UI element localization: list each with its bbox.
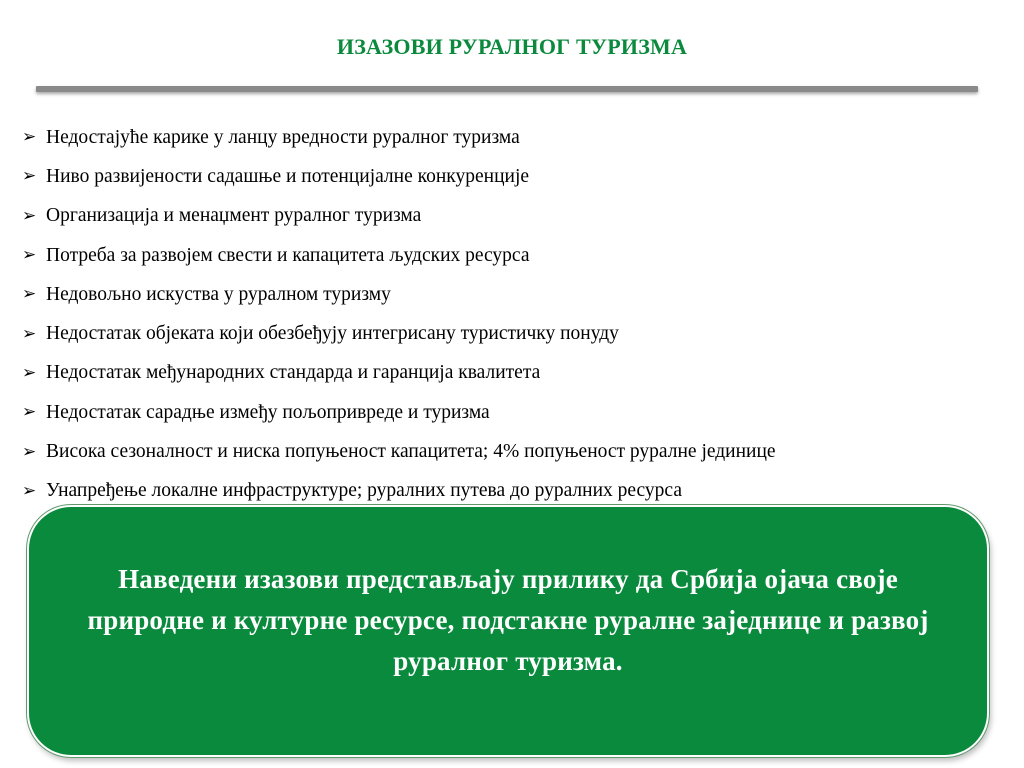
list-item-text: Недостатак сарадње између пољопривреде и туризма: [46, 401, 490, 423]
conclusion-callout: [27, 505, 989, 757]
list-item: [22, 393, 1017, 432]
callout-text: Наведени изазови представљају прилику да Србија ојача своје природне и културне ресурсе, подстакне руралне заједнице и развој руралног туризма.: [87, 564, 929, 676]
list-item-text: Висока сезоналност и ниска попуњеност капацитета; 4% попуњеност руралне јединице: [46, 441, 776, 463]
arrow-bullet-icon: ➢: [22, 166, 37, 187]
list-item: [22, 157, 1017, 196]
arrow-bullet-icon: ➢: [22, 127, 37, 148]
slide-title: ИЗАЗОВИ РУРАЛНОГ ТУРИЗМА: [336, 34, 688, 59]
list-item: [22, 432, 1017, 471]
list-item: [22, 118, 1017, 157]
list-item-text: Недостатак објеката који обезбеђују интегрисану туристичку понуду: [46, 323, 619, 345]
list-item-text: Недостајуће карике у ланцу вредности руралног туризма: [46, 126, 520, 148]
arrow-bullet-icon: ➢: [22, 441, 37, 462]
list-item-text: Организација и менаџмент руралног туризма: [46, 205, 422, 227]
list-item: [22, 354, 1017, 393]
list-item-text: Унапређење локалне инфраструктуре; руралних путева до руралних ресурса: [46, 480, 682, 502]
arrow-bullet-icon: ➢: [22, 402, 37, 423]
list-item: [22, 314, 1017, 353]
list-item-text: Ниво развијености садашње и потенцијалне конкуренције: [46, 165, 530, 187]
arrow-bullet-icon: ➢: [22, 480, 37, 501]
arrow-bullet-icon: ➢: [22, 284, 37, 305]
list-item: [22, 197, 1017, 236]
list-item-text: Потреба за развојем свести и капацитета људских ресурса: [46, 244, 530, 266]
arrow-bullet-icon: ➢: [22, 245, 37, 266]
title-divider: [36, 86, 978, 92]
arrow-bullet-icon: ➢: [22, 205, 37, 226]
list-item-text: Недостатак међународних стандарда и гаранција квалитета: [46, 362, 541, 384]
list-item-text: Недовољно искуства у руралном туризму: [46, 283, 391, 305]
list-item: [22, 275, 1017, 314]
arrow-bullet-icon: ➢: [22, 362, 37, 383]
list-item: [22, 236, 1017, 275]
arrow-bullet-icon: ➢: [22, 323, 37, 344]
challenges-list: [22, 118, 1017, 511]
